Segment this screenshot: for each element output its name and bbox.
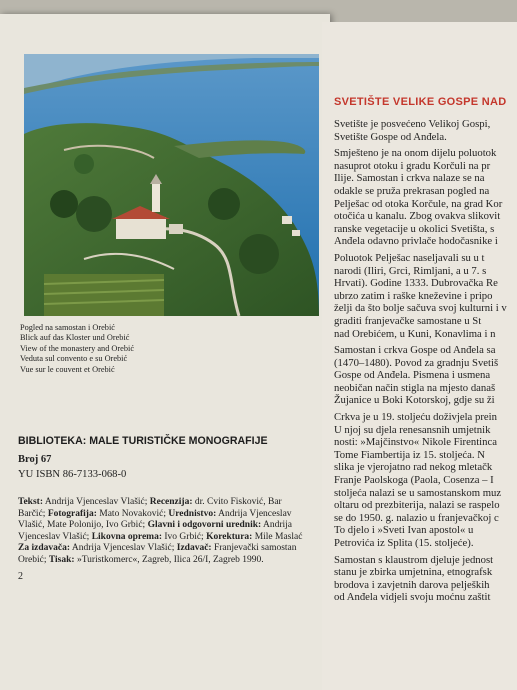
article-paragraph xyxy=(334,147,517,248)
article-line: nad Orebićem, u Kuni, Konavlima i n xyxy=(334,327,496,340)
article-line: oltaru od prezbiterija, nalazi se raspelo xyxy=(334,499,500,512)
right-page xyxy=(322,22,517,690)
article-line: ranske vegetacije u okolici Svetišta, s xyxy=(334,222,495,235)
article-line: Pelješac od otoka Korčule, na grad Kor xyxy=(334,197,503,210)
article-paragraph xyxy=(334,554,517,604)
article-line: Svetište Gospe od Anđela. xyxy=(334,130,447,143)
credit-text: Vlašić, Mate Polonijo, Ivo Grbić; xyxy=(18,520,148,531)
monastery-aerial-photo xyxy=(24,54,319,316)
credits-line xyxy=(18,497,333,509)
isbn: YU ISBN 86-7133-068-0 xyxy=(18,469,127,480)
article-line: graditi franjevačke samostane u St xyxy=(334,314,482,327)
credit-role: Fotografija: xyxy=(47,508,97,519)
article-line: Gospe od Anđela. Pismena i usmena xyxy=(334,369,491,382)
article-line: To djelo i »Sveti Ivan apostol« u xyxy=(334,524,474,537)
credit-text: Andrija xyxy=(261,520,293,531)
article-title: SVETIŠTE VELIKE GOSPE NAD xyxy=(334,96,507,108)
credit-role: Tisak: xyxy=(48,554,75,565)
article-line: Ilije. Samostan i crkva nalaze se na xyxy=(334,172,485,185)
article-line: Samostan s klaustrom djeluje jednost xyxy=(334,553,494,566)
article-line: stanu je zbirka umjetnina, etnografsk xyxy=(334,566,493,579)
caption-line: Vue sur le couvent et Orebić xyxy=(20,364,115,374)
credit-role: Likovna oprema: xyxy=(91,531,162,542)
credit-text: Andrija Vjenceslav xyxy=(216,508,292,519)
article-line: Poluotok Pelješac naseljavali su u t xyxy=(334,251,485,264)
caption-line: Pogled na samostan i Orebić xyxy=(20,323,115,332)
credit-text: Barčić; xyxy=(18,508,48,519)
article-paragraph xyxy=(334,411,517,550)
article-line: neobičan način stigla na mjesto današ xyxy=(334,381,496,394)
credits-line xyxy=(18,543,333,555)
photo-caption xyxy=(20,323,320,375)
article-line: Anđela odavno privlače hodočasnike i xyxy=(334,235,498,248)
article-line: želji da što bolje sačuva svoj kulturni i v xyxy=(334,302,507,315)
article-line: Svetište je posvećeno Velikoj Gospi, xyxy=(334,118,491,130)
article-line: stoljeća nalazi se u samostanskom muz xyxy=(334,486,502,499)
publication-credits xyxy=(18,497,333,567)
article-line: Tome Fiambertija iz 15. stoljeća. N xyxy=(334,448,485,461)
article-line: nasuprot otoku i gradu Korčuli na pr xyxy=(334,159,491,172)
series-title: BIBLIOTEKA: MALE TURISTIČKE MONOGRAFIJE xyxy=(18,435,268,447)
article-line: Hrvati). Godine 1333. Dubrovačka Re xyxy=(334,277,498,290)
photo-illustration xyxy=(24,54,319,316)
article-line: Samostan i crkva Gospe od Anđela sa xyxy=(334,344,496,357)
credit-text: Mile Maslać xyxy=(252,531,303,542)
credit-text: Franjevački samostan xyxy=(211,543,297,554)
article-line: ubrzo zatim i raške kneževine i pripo xyxy=(334,289,493,302)
article-body xyxy=(334,118,517,608)
article-line: Smješteno je na onom dijelu poluotok xyxy=(334,147,497,160)
article-line: nosti: »Majčinstvo« Nikole Firentinca xyxy=(334,436,497,449)
article-line: Crkva je u 19. stoljeću doživjela prein xyxy=(334,411,497,424)
article-paragraph xyxy=(334,344,517,407)
article-line: odakle se pruža prekrasan pogled na xyxy=(334,184,490,197)
article-line: Žujanice u Boki Kotorskoj, gdje su ži xyxy=(334,394,495,407)
caption-line: Veduta sul convento e su Orebić xyxy=(20,354,128,364)
left-page xyxy=(0,14,330,690)
article-line: se do 1950. g. nalazio u franjevačkoj c xyxy=(334,511,499,524)
credit-role: Glavni i odgovorni urednik: xyxy=(147,520,262,531)
credit-role: Tekst: xyxy=(18,497,43,507)
article-line: od Anđela vidjeli svoju moćnu zaštit xyxy=(334,591,491,604)
caption-line: View of the monastery and Orebić xyxy=(20,343,135,353)
article-paragraph xyxy=(334,118,517,143)
credit-text: Vjenceslav Vlašić; xyxy=(18,531,92,542)
credit-role: Urednistvo: xyxy=(168,508,217,519)
page-number: 2 xyxy=(18,571,23,582)
article-line: narodi (Iliri, Grci, Rimljani, a u 7. s xyxy=(334,264,487,277)
credit-role: Izdavač: xyxy=(176,543,212,554)
issue-number: Broj 67 xyxy=(18,454,52,465)
credit-text: Orebić; xyxy=(18,554,49,565)
credit-text: dr. Cvito Fisković, Bar xyxy=(192,497,282,507)
article-paragraph xyxy=(334,252,517,340)
credits-line xyxy=(18,532,333,544)
article-line: slika je vjerojatno rad nekog mletačk xyxy=(334,461,493,474)
credit-text: Mato Novaković; xyxy=(96,508,169,519)
credit-text: Andrija Vjenceslav Vlašić; xyxy=(69,543,177,554)
article-line: Franje Paolskoga (Paola, Cosenza – I xyxy=(334,474,494,487)
article-line: U njoj su djela renesansnih umjetnik xyxy=(334,423,491,436)
credits-line xyxy=(18,520,333,532)
article-line: Petrovića iz Splita (15. stoljeće). xyxy=(334,537,474,549)
article-line: otočića u kanalu. Zbog ovakva slikovit xyxy=(334,210,501,223)
article-line: brodova i zavjetnih darova peljeških xyxy=(334,578,490,591)
credit-role: Za izdavača: xyxy=(18,543,70,554)
credit-role: Recenzija: xyxy=(149,497,193,507)
credit-text: Ivo Grbić; xyxy=(162,531,207,542)
credits-line xyxy=(18,555,333,567)
credit-text: »Turistkomerc«, Zagreb, Ilica 26/I, Zagreb 1990. xyxy=(74,554,264,565)
credit-role: Korektura: xyxy=(206,531,253,542)
credits-line xyxy=(18,509,333,521)
credit-text: Andrija Vjenceslav Vlašić; xyxy=(43,497,150,507)
article-line: (1470–1480). Povod za gradnju Svetiš xyxy=(334,356,499,369)
caption-line: Blick auf das Kloster und Orebić xyxy=(20,333,130,343)
